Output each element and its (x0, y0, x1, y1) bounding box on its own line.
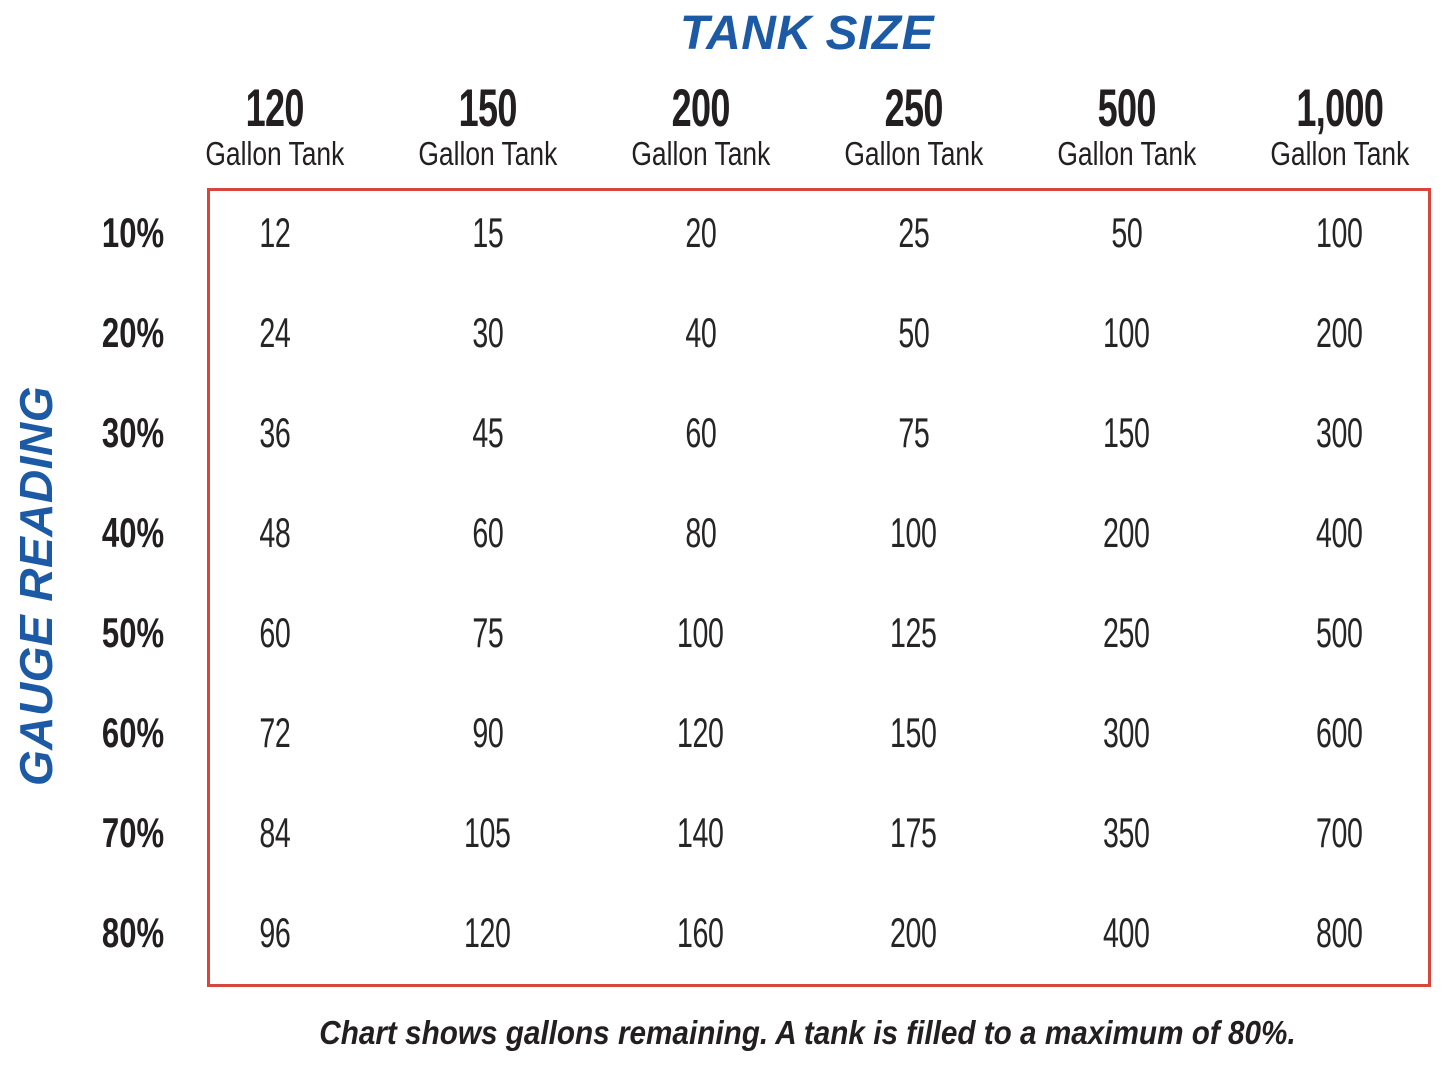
row-label-80pct: 80% (101, 909, 165, 956)
cell-40pct-1000gal: 400 (1316, 509, 1363, 556)
cell-80pct-120gal: 96 (258, 909, 291, 956)
column-unit: Gallon Tank (1270, 135, 1409, 172)
cell-80pct-150gal: 120 (464, 909, 511, 956)
cell-10pct-200gal: 20 (684, 209, 717, 256)
cell-70pct-200gal: 140 (677, 809, 724, 856)
row-label-10pct: 10% (101, 209, 165, 256)
cell-10pct-1000gal: 100 (1316, 209, 1363, 256)
cell-40pct-250gal: 100 (890, 509, 937, 556)
cell-30pct-250gal: 75 (897, 409, 930, 456)
column-unit: Gallon Tank (205, 135, 344, 172)
column-size: 120 (245, 79, 304, 138)
cell-40pct-200gal: 80 (684, 509, 717, 556)
column-unit: Gallon Tank (631, 135, 770, 172)
cell-50pct-1000gal: 500 (1316, 609, 1363, 656)
cell-80pct-250gal: 200 (890, 909, 937, 956)
column-size: 150 (458, 79, 517, 138)
cell-80pct-1000gal: 800 (1316, 909, 1363, 956)
cell-40pct-500gal: 200 (1103, 509, 1150, 556)
column-header-500 (1020, 79, 1233, 172)
column-size: 200 (671, 79, 730, 138)
column-header-1000 (1233, 79, 1442, 172)
cell-60pct-250gal: 150 (890, 709, 937, 756)
cell-40pct-150gal: 60 (471, 509, 504, 556)
footer-note-text: Chart shows gallons remaining. A tank is filled to a maximum of 80%. (318, 1014, 1296, 1051)
cell-60pct-500gal: 300 (1103, 709, 1150, 756)
cell-70pct-500gal: 350 (1103, 809, 1150, 856)
cell-70pct-120gal: 84 (258, 809, 291, 856)
row-label-70pct: 70% (101, 809, 165, 856)
column-unit: Gallon Tank (1057, 135, 1196, 172)
cell-50pct-200gal: 100 (677, 609, 724, 656)
cell-10pct-500gal: 50 (1110, 209, 1143, 256)
cell-80pct-200gal: 160 (677, 909, 724, 956)
cell-10pct-120gal: 12 (258, 209, 291, 256)
cell-60pct-150gal: 90 (471, 709, 504, 756)
cell-20pct-500gal: 100 (1103, 309, 1150, 356)
cell-30pct-150gal: 45 (471, 409, 504, 456)
cell-50pct-250gal: 125 (890, 609, 937, 656)
cell-20pct-150gal: 30 (471, 309, 504, 356)
chart-title: TANK SIZE (679, 7, 935, 60)
cell-70pct-1000gal: 700 (1316, 809, 1363, 856)
cell-20pct-1000gal: 200 (1316, 309, 1363, 356)
cell-70pct-250gal: 175 (890, 809, 937, 856)
row-label-50pct: 50% (101, 609, 165, 656)
column-header-120 (168, 79, 381, 172)
cell-50pct-500gal: 250 (1103, 609, 1150, 656)
column-unit: Gallon Tank (418, 135, 557, 172)
row-axis-label: GAUGE READING (10, 385, 62, 787)
cell-50pct-120gal: 60 (258, 609, 291, 656)
gallons-remaining-grid (168, 183, 1442, 983)
column-size: 500 (1097, 79, 1156, 138)
cell-20pct-250gal: 50 (897, 309, 930, 356)
column-header-200 (594, 79, 807, 172)
row-label-30pct: 30% (101, 409, 165, 456)
cell-30pct-1000gal: 300 (1316, 409, 1363, 456)
cell-60pct-200gal: 120 (677, 709, 724, 756)
cell-40pct-120gal: 48 (258, 509, 291, 556)
cell-60pct-1000gal: 600 (1316, 709, 1363, 756)
cell-30pct-120gal: 36 (258, 409, 291, 456)
cell-10pct-250gal: 25 (897, 209, 930, 256)
cell-70pct-150gal: 105 (464, 809, 511, 856)
cell-10pct-150gal: 15 (471, 209, 504, 256)
column-unit: Gallon Tank (844, 135, 983, 172)
column-header-250 (807, 79, 1020, 172)
column-size: 1,000 (1296, 79, 1383, 138)
column-header-150 (381, 79, 594, 172)
cell-50pct-150gal: 75 (471, 609, 504, 656)
row-label-60pct: 60% (101, 709, 165, 756)
footer-note (168, 1014, 1442, 1052)
cell-60pct-120gal: 72 (258, 709, 291, 756)
cell-20pct-120gal: 24 (258, 309, 291, 356)
cell-30pct-200gal: 60 (684, 409, 717, 456)
cell-20pct-200gal: 40 (684, 309, 717, 356)
cell-80pct-500gal: 400 (1103, 909, 1150, 956)
column-size: 250 (884, 79, 943, 138)
row-label-40pct: 40% (101, 509, 165, 556)
row-label-20pct: 20% (101, 309, 165, 356)
cell-30pct-500gal: 150 (1103, 409, 1150, 456)
column-headers (168, 79, 1442, 172)
